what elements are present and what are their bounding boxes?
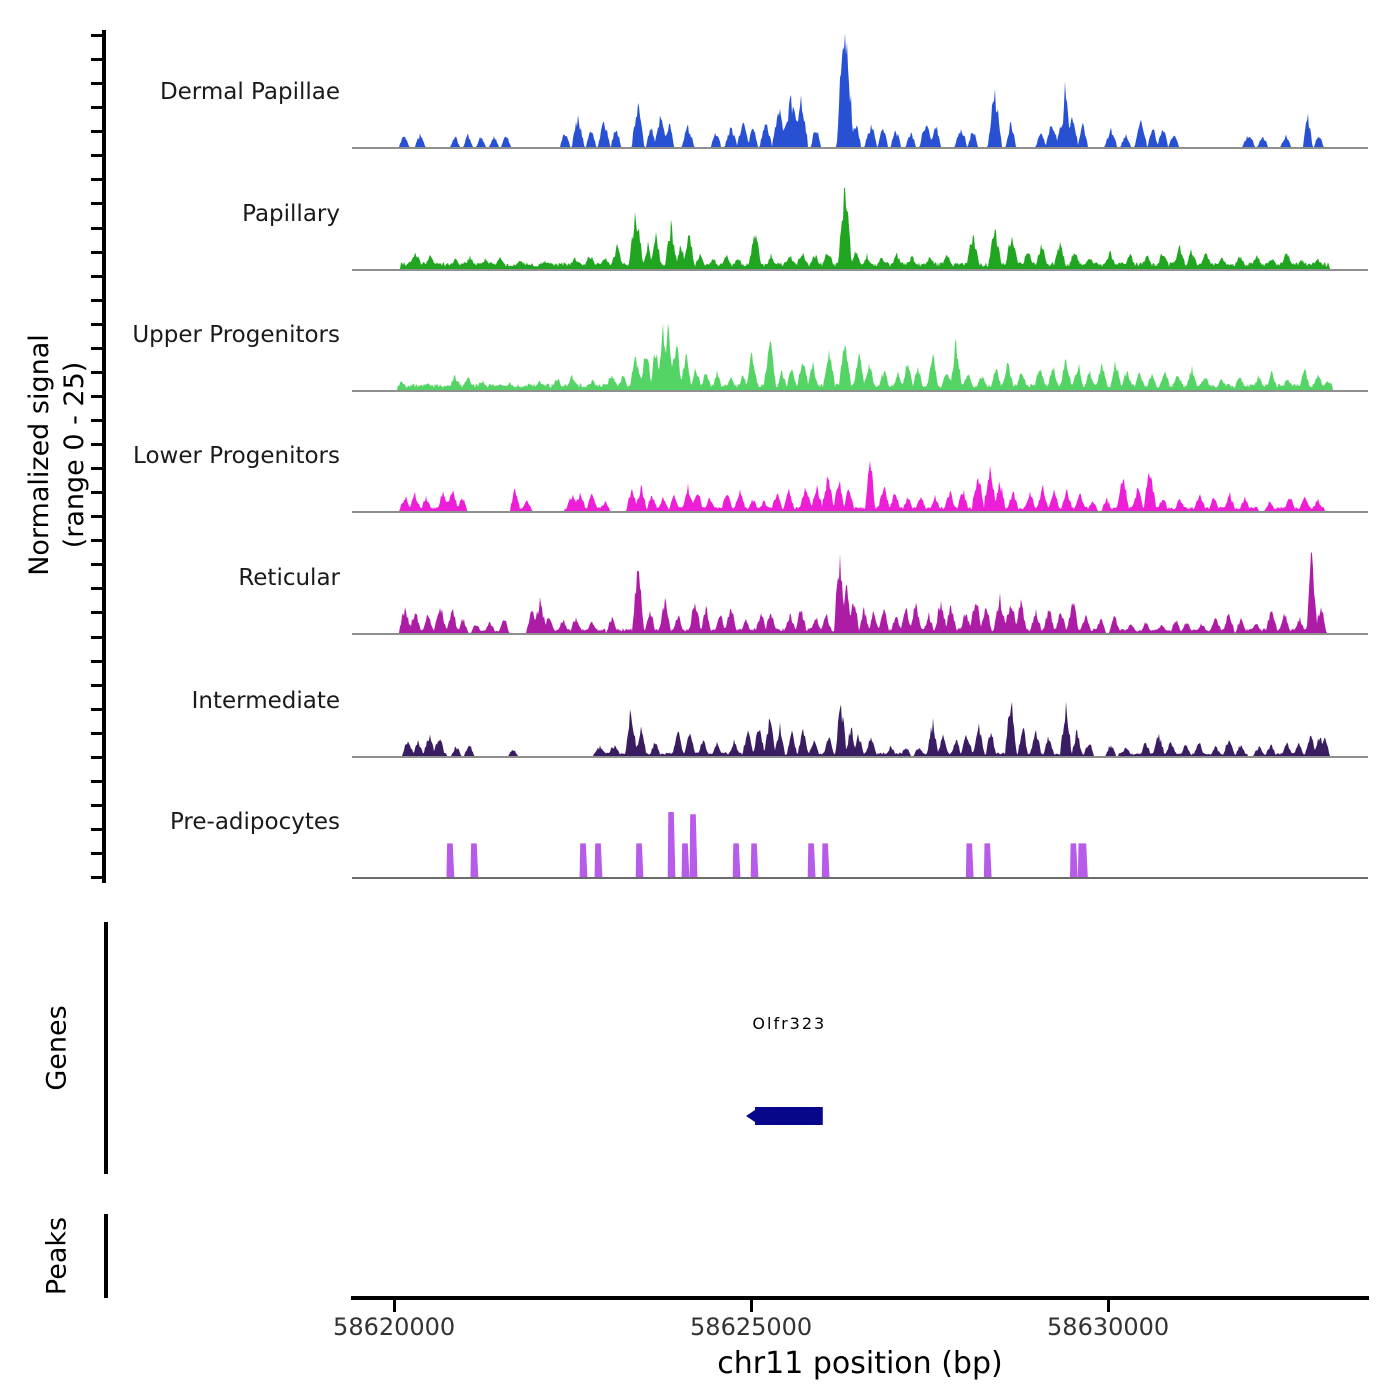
y-axis-tick	[91, 443, 102, 446]
track-baseline-upper-progenitors	[352, 390, 1368, 392]
track-baseline-pre-adipocytes	[352, 877, 1368, 879]
y-axis-tick	[91, 852, 102, 855]
y-axis-tick	[91, 636, 102, 639]
y-axis-tick	[91, 539, 102, 542]
y-axis-tick	[91, 780, 102, 783]
y-axis-tick	[91, 660, 102, 663]
x-axis-tick-label: 58630000	[1047, 1313, 1170, 1341]
track-signal-intermediate	[352, 638, 1368, 756]
track-signal-reticular	[352, 515, 1368, 633]
y-axis-line	[102, 30, 106, 883]
peaks-axis-line	[104, 1214, 108, 1298]
track-label-papillary: Papillary	[242, 201, 340, 227]
y-axis-tick	[91, 563, 102, 566]
track-signal-pre-adipocytes	[352, 759, 1368, 877]
y-axis-tick	[91, 515, 102, 518]
x-axis-tick	[1107, 1300, 1110, 1312]
track-baseline-dermal-papillae	[352, 147, 1368, 149]
y-axis-tick	[91, 299, 102, 302]
x-axis-tick-label: 58620000	[333, 1313, 456, 1341]
y-axis-tick	[91, 491, 102, 494]
track-baseline-papillary	[352, 269, 1368, 271]
y-axis-label-line2: (range 0 - 25)	[59, 361, 90, 549]
y-axis-tick	[91, 130, 102, 133]
y-axis-tick	[91, 732, 102, 735]
y-axis-tick	[91, 587, 102, 590]
y-axis-tick	[91, 804, 102, 807]
genes-axis-line	[104, 922, 108, 1174]
y-axis-tick	[91, 251, 102, 254]
y-axis-tick	[91, 323, 102, 326]
track-signal-upper-progenitors	[352, 272, 1368, 390]
y-axis-tick	[91, 756, 102, 759]
track-signal-lower-progenitors	[352, 393, 1368, 511]
x-axis-line	[351, 1296, 1369, 1300]
gene-body-glyph	[746, 1106, 824, 1126]
y-axis-tick	[91, 227, 102, 230]
track-signal-papillary	[352, 151, 1368, 269]
y-axis-tick	[91, 34, 102, 37]
y-axis-tick	[91, 684, 102, 687]
y-axis-tick	[91, 371, 102, 374]
y-axis-tick	[91, 708, 102, 711]
y-axis-tick	[91, 467, 102, 470]
y-axis-label-line1: Normalized signal	[23, 334, 55, 576]
y-axis-tick	[91, 347, 102, 350]
gene-name-label: Olfr323	[752, 1014, 827, 1033]
y-axis-label	[22, 334, 92, 576]
y-axis-tick	[91, 611, 102, 614]
y-axis-tick	[91, 178, 102, 181]
y-axis-tick	[91, 419, 102, 422]
y-axis-tick	[91, 202, 102, 205]
track-label-reticular: Reticular	[238, 565, 340, 591]
track-label-intermediate: Intermediate	[191, 688, 340, 714]
track-label-lower-progenitors: Lower Progenitors	[133, 443, 340, 469]
x-axis-tick-label: 58625000	[690, 1313, 813, 1341]
y-axis-tick	[91, 58, 102, 61]
track-label-upper-progenitors: Upper Progenitors	[132, 322, 340, 348]
y-axis-tick	[91, 82, 102, 85]
y-axis-tick	[91, 828, 102, 831]
y-axis-tick	[91, 275, 102, 278]
x-axis-tick	[393, 1300, 396, 1312]
peaks-section-label: Peaks	[41, 1216, 73, 1296]
track-baseline-lower-progenitors	[352, 511, 1368, 513]
y-axis-tick	[91, 106, 102, 109]
track-label-dermal-papillae: Dermal Papillae	[159, 79, 340, 105]
track-signal-dermal-papillae	[352, 29, 1368, 147]
genes-section-label: Genes	[41, 1005, 73, 1091]
y-axis-tick	[91, 154, 102, 157]
track-baseline-intermediate	[352, 756, 1368, 758]
x-axis-tick	[750, 1300, 753, 1312]
y-axis-tick	[91, 395, 102, 398]
y-axis-tick	[91, 876, 102, 879]
track-label-pre-adipocytes: Pre-adipocytes	[169, 809, 340, 835]
track-baseline-reticular	[352, 633, 1368, 635]
x-axis-title: chr11 position (bp)	[717, 1346, 1003, 1381]
